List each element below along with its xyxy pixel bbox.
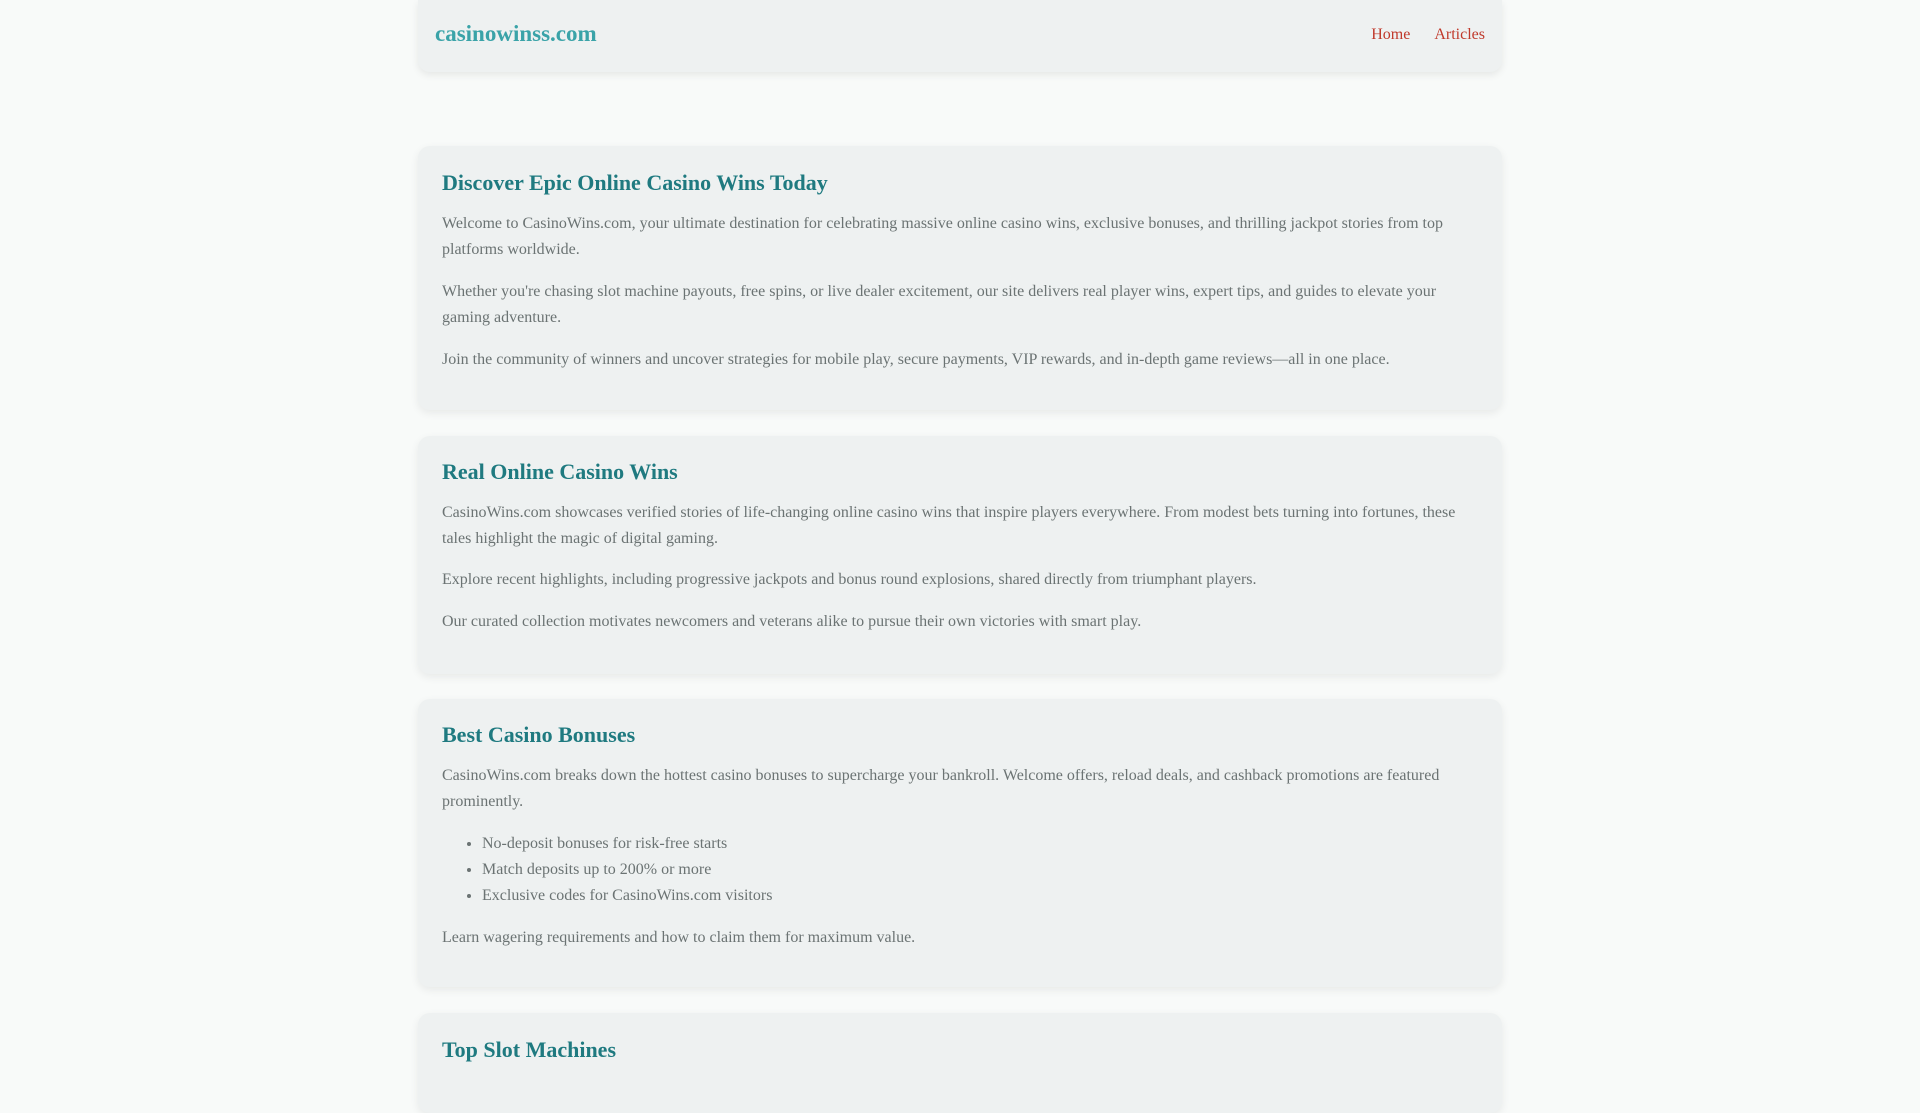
section-real-wins	[418, 436, 1502, 674]
list-item: • No-deposit bonuses for risk-free starts	[482, 831, 1478, 857]
section-paragraph: Learn wagering requirements and how to claim them for maximum value.	[442, 929, 916, 946]
main-nav	[1371, 27, 1485, 43]
section-paragraph: Whether you're chasing slot machine payouts, free spins, or live dealer excitement, our site delivers real player wins, expert tips, and guides to elevate your gaming adventure.	[442, 283, 1437, 326]
nav-articles-link[interactable]: Articles	[1434, 26, 1485, 43]
section-paragraph: CasinoWins.com breaks down the hottest casino bonuses to supercharge your bankroll. Welcome offers, reload deals, and cashback promotions are featured prominently.	[442, 767, 1440, 810]
section-paragraph: CasinoWins.com showcases verified stories of life-changing online casino wins that inspire players everywhere. From modest bets turning into fortunes, these tales highlight the magic of digital gaming.	[442, 504, 1456, 547]
section-slots	[418, 1013, 1502, 1113]
site-header	[418, 0, 1502, 72]
section-paragraph: Welcome to CasinoWins.com, your ultimate destination for celebrating massive online casino wins, exclusive bonuses, and thrilling jackpot stories from top platforms worldwide.	[442, 215, 1443, 258]
section-title: Best Casino Bonuses	[442, 722, 636, 747]
site-logo[interactable]: casinowinss.com	[435, 21, 597, 46]
section-title: Real Online Casino Wins	[442, 459, 678, 484]
list-item: • Exclusive codes for CasinoWins.com visitors	[482, 883, 1478, 909]
section-paragraph: Join the community of winners and uncover strategies for mobile play, secure payments, VIP rewards, and in-depth game reviews—all in one place.	[442, 351, 1390, 368]
nav-home-link[interactable]: Home	[1371, 26, 1411, 43]
section-discover	[418, 146, 1502, 410]
bonus-list	[442, 831, 1478, 909]
list-item: • Match deposits up to 200% or more	[482, 857, 1478, 883]
section-title: Top Slot Machines	[442, 1037, 617, 1062]
section-paragraph: Explore recent highlights, including progressive jackpots and bonus round explosions, shared directly from triumphant players.	[442, 571, 1257, 588]
section-title: Discover Epic Online Casino Wins Today	[442, 170, 828, 195]
section-bonuses	[418, 699, 1502, 987]
section-paragraph: Our curated collection motivates newcomers and veterans alike to pursue their own victories with smart play.	[442, 613, 1142, 630]
